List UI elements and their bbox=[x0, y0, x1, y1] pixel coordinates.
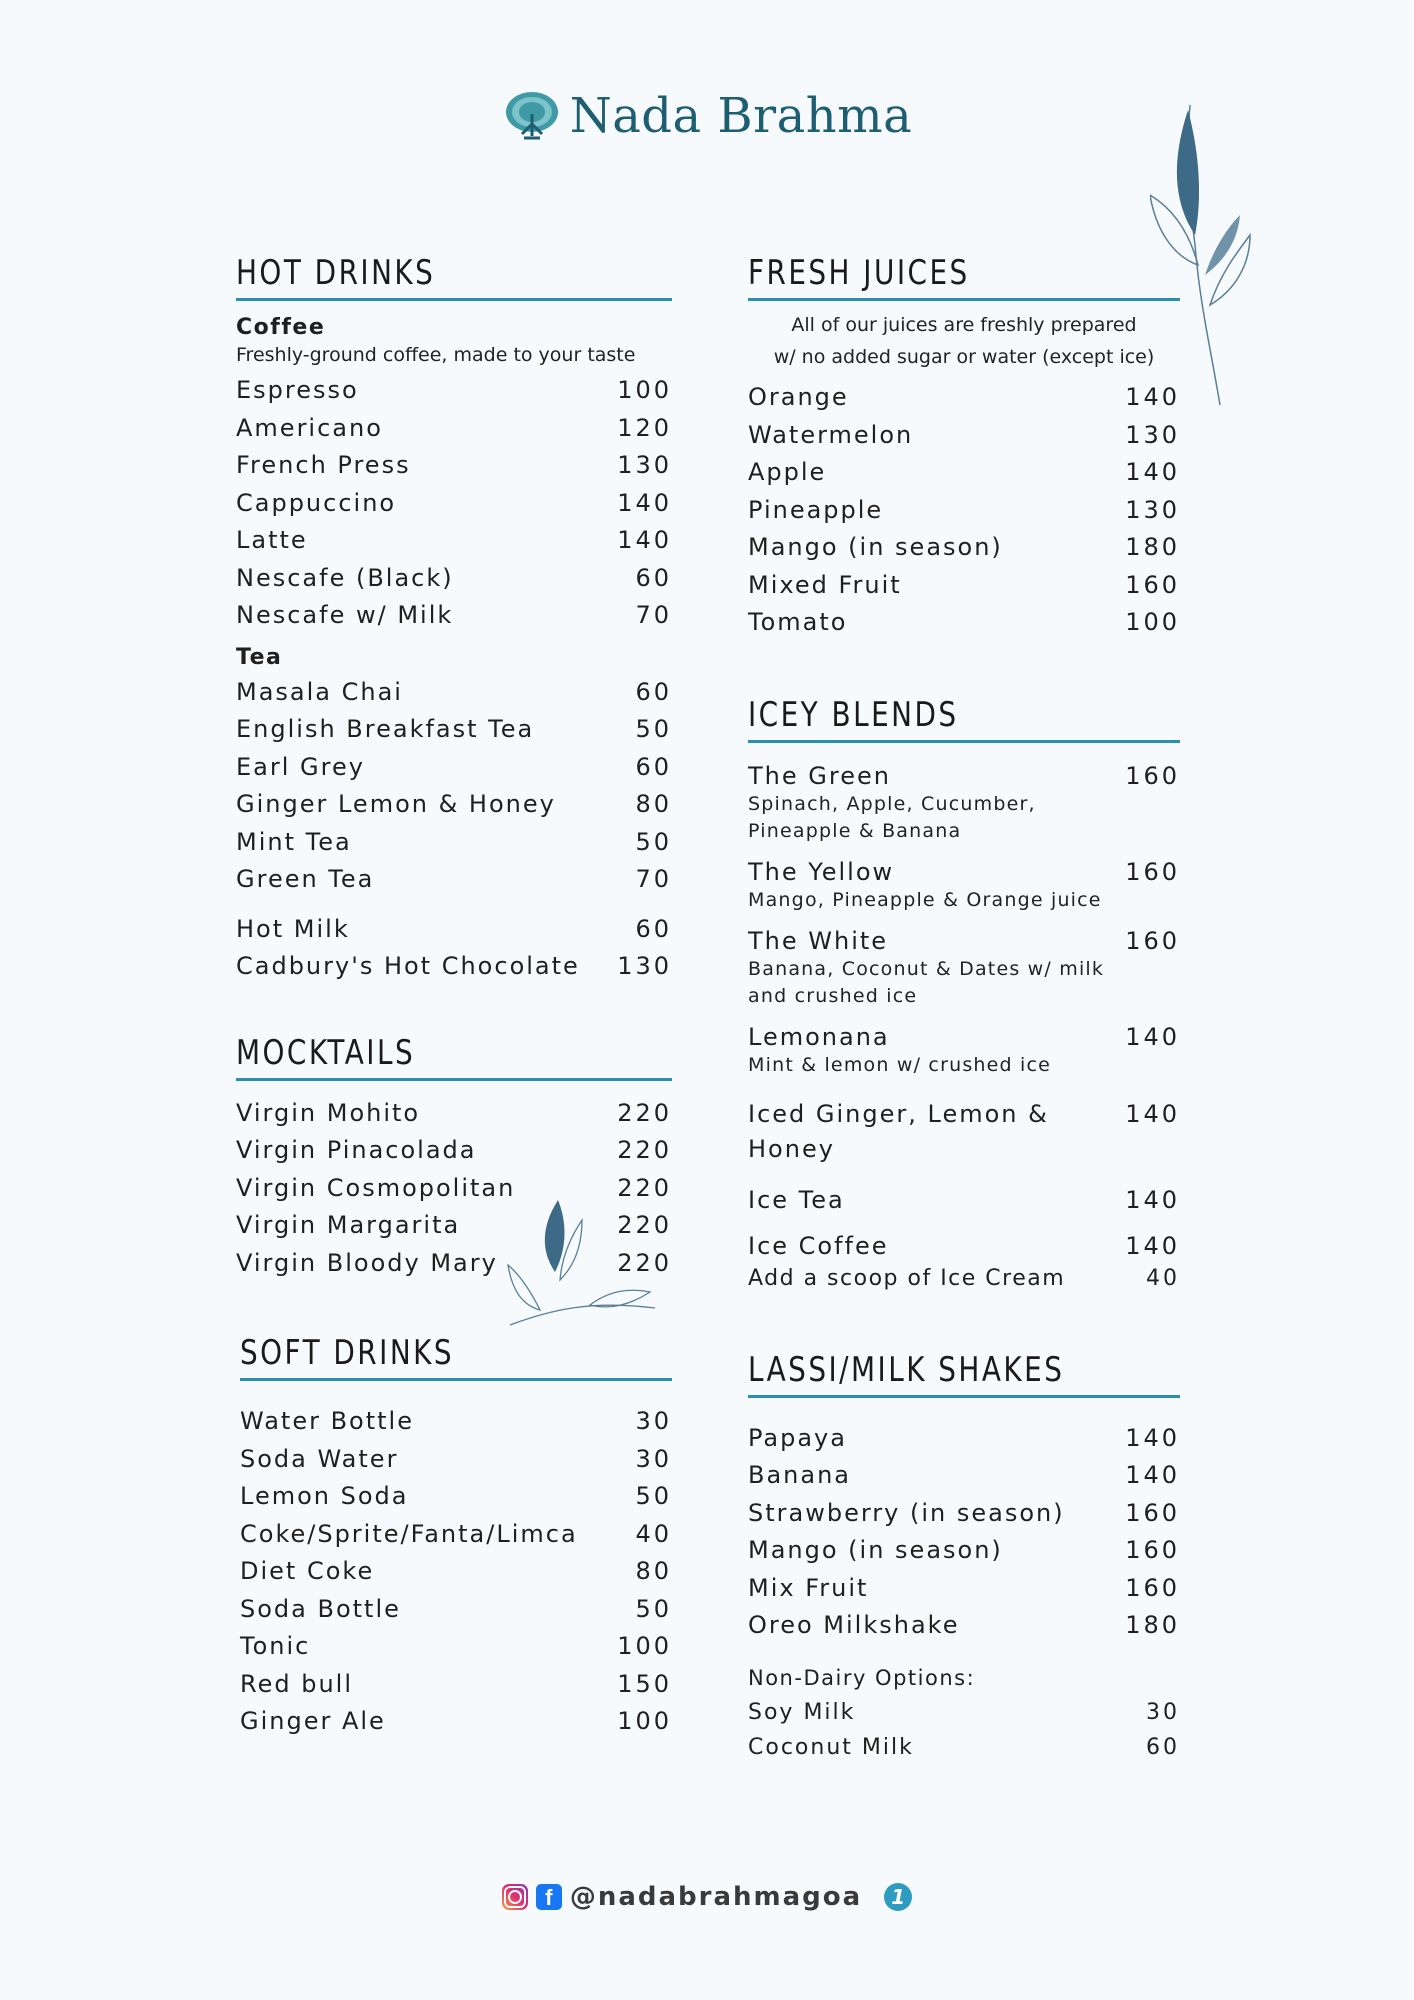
item-description: Mint & lemon w/ crushed ice bbox=[748, 1053, 1052, 1076]
item-name: Cappuccino bbox=[236, 488, 397, 517]
item-price: 140 bbox=[1125, 458, 1180, 486]
item-price: 220 bbox=[617, 1173, 672, 1202]
item-name: Latte bbox=[236, 526, 308, 554]
menu-item bbox=[748, 567, 1180, 605]
item-name: French Press bbox=[236, 451, 411, 479]
item-name: Virgin Mohito bbox=[236, 1098, 421, 1127]
menu-item bbox=[236, 861, 672, 899]
item-name: Red bull bbox=[240, 1669, 354, 1698]
item-price: 220 bbox=[617, 1136, 672, 1164]
item-name: Tomato bbox=[748, 608, 848, 636]
item-price: 80 bbox=[635, 790, 672, 818]
item-name: Mix Fruit bbox=[748, 1573, 869, 1602]
item-name: Earl Grey bbox=[236, 752, 365, 781]
item-price: 130 bbox=[1125, 420, 1180, 449]
item-price: 220 bbox=[617, 1098, 672, 1127]
item-name: Pineapple bbox=[748, 495, 884, 524]
item-price: 60 bbox=[635, 677, 672, 706]
item-name: Water Bottle bbox=[240, 1407, 414, 1435]
item-name: Mango (in season) bbox=[748, 1536, 1003, 1564]
blend-item bbox=[748, 1231, 1180, 1261]
item-name: Masala Chai bbox=[236, 677, 403, 706]
item-price: 30 bbox=[1146, 1699, 1180, 1725]
item-name: Papaya bbox=[748, 1423, 847, 1452]
menu-item bbox=[236, 824, 672, 862]
item-name: Lemon Soda bbox=[240, 1482, 409, 1510]
item-name: Watermelon bbox=[748, 420, 914, 449]
item-price: 180 bbox=[1125, 1611, 1180, 1639]
menu-item bbox=[748, 604, 1180, 642]
item-price: 160 bbox=[1125, 1536, 1180, 1564]
addon-price: 40 bbox=[1146, 1265, 1180, 1291]
item-name: Espresso bbox=[236, 376, 359, 404]
section-divider bbox=[240, 1378, 672, 1381]
item-price: 100 bbox=[1125, 608, 1180, 636]
item-name: Cadbury's Hot Chocolate bbox=[236, 952, 580, 980]
section-divider bbox=[748, 740, 1180, 743]
blend-item bbox=[748, 926, 1180, 1010]
item-price: 140 bbox=[1125, 1461, 1180, 1489]
menu-item bbox=[236, 711, 672, 749]
menu-item bbox=[240, 1703, 672, 1741]
item-price: 140 bbox=[617, 526, 672, 554]
item-price: 140 bbox=[1125, 1423, 1180, 1452]
item-name: Soda Bottle bbox=[240, 1594, 401, 1623]
section-title: ICEY BLENDS bbox=[748, 694, 959, 735]
item-price: 140 bbox=[1125, 1022, 1180, 1051]
section-divider bbox=[236, 298, 672, 301]
item-name: English Breakfast Tea bbox=[236, 715, 535, 743]
item-price: 160 bbox=[1125, 570, 1180, 599]
item-price: 50 bbox=[635, 1482, 672, 1510]
item-price: 80 bbox=[635, 1557, 672, 1585]
item-price: 60 bbox=[635, 752, 672, 781]
blend-item bbox=[748, 1097, 1180, 1167]
menu-item bbox=[236, 372, 672, 410]
item-price: 150 bbox=[617, 1669, 672, 1698]
item-name: The Green bbox=[748, 761, 891, 790]
menu-item bbox=[748, 529, 1180, 567]
item-price: 30 bbox=[635, 1407, 672, 1435]
blend-item bbox=[748, 761, 1180, 845]
tea-heading: Tea bbox=[236, 644, 283, 670]
blend-item bbox=[748, 1022, 1180, 1079]
item-price: 140 bbox=[617, 488, 672, 517]
brand-name: Nada Brahma bbox=[569, 88, 913, 144]
menu-item bbox=[236, 560, 672, 598]
menu-item bbox=[748, 417, 1180, 455]
item-name: The Yellow bbox=[748, 857, 895, 886]
item-name: Mixed Fruit bbox=[748, 570, 902, 599]
section-title: FRESH JUICES bbox=[748, 253, 970, 293]
menu-item bbox=[240, 1478, 672, 1516]
menu-item bbox=[240, 1666, 672, 1704]
item-name: Soda Water bbox=[240, 1444, 399, 1473]
item-name: Nescafe (Black) bbox=[236, 563, 454, 592]
item-name: Hot Milk bbox=[236, 914, 350, 943]
item-name: Americano bbox=[236, 413, 383, 442]
item-price: 70 bbox=[635, 865, 672, 893]
item-price: 160 bbox=[1125, 1498, 1180, 1527]
item-name: Ginger Ale bbox=[240, 1707, 386, 1735]
item-name: Banana bbox=[748, 1461, 852, 1489]
icey-blends-section bbox=[748, 692, 1180, 1293]
item-name: Virgin Margarita bbox=[236, 1211, 461, 1239]
item-name: Virgin Bloody Mary bbox=[236, 1248, 498, 1277]
item-price: 140 bbox=[1125, 1099, 1180, 1128]
menu-item bbox=[240, 1628, 672, 1666]
item-price: 140 bbox=[1125, 383, 1180, 411]
item-name: Green Tea bbox=[236, 865, 375, 893]
section-title: HOT DRINKS bbox=[236, 253, 436, 293]
section-title: LASSI/MILK SHAKES bbox=[748, 1349, 1065, 1390]
item-name: Diet Coke bbox=[240, 1557, 375, 1585]
item-price: 130 bbox=[617, 451, 672, 479]
menu-item bbox=[236, 948, 672, 986]
item-price: 50 bbox=[635, 827, 672, 856]
item-name: Iced Ginger, Lemon & Honey bbox=[748, 1099, 1049, 1163]
menu-item bbox=[236, 447, 672, 485]
footer bbox=[0, 1882, 1414, 1914]
item-price: 60 bbox=[1146, 1734, 1180, 1760]
coffee-note: Freshly-ground coffee, made to your taste bbox=[236, 344, 636, 366]
item-price: 50 bbox=[635, 1594, 672, 1623]
item-name: Orange bbox=[748, 383, 849, 411]
item-name: Apple bbox=[748, 458, 827, 486]
menu-item bbox=[748, 379, 1180, 417]
item-price: 160 bbox=[1125, 926, 1180, 955]
menu-item bbox=[748, 454, 1180, 492]
item-name: Coke/Sprite/Fanta/Limca bbox=[240, 1519, 578, 1548]
item-price: 160 bbox=[1125, 1573, 1180, 1602]
item-price: 140 bbox=[1125, 1231, 1180, 1260]
menu-item bbox=[748, 1730, 1180, 1765]
menu-item bbox=[236, 522, 672, 560]
section-title: MOCKTAILS bbox=[236, 1032, 416, 1073]
item-price: 100 bbox=[617, 1707, 672, 1735]
menu-item bbox=[240, 1403, 672, 1441]
item-price: 220 bbox=[617, 1248, 672, 1277]
menu-item bbox=[236, 597, 672, 635]
item-name: Lemonana bbox=[748, 1022, 890, 1051]
menu-item bbox=[236, 674, 672, 712]
menu-item bbox=[240, 1516, 672, 1554]
item-price: 220 bbox=[617, 1211, 672, 1239]
item-name: Ice Coffee bbox=[748, 1231, 889, 1260]
juice-note-line: w/ no added sugar or water (except ice) bbox=[773, 346, 1155, 368]
blend-item bbox=[748, 1185, 1180, 1215]
mocktails-section bbox=[236, 1030, 672, 1283]
menu-item bbox=[748, 1570, 1180, 1608]
section-divider bbox=[748, 1395, 1180, 1398]
item-price: 140 bbox=[1125, 1185, 1180, 1214]
facebook-icon: f bbox=[536, 1884, 562, 1910]
item-price: 160 bbox=[1125, 761, 1180, 790]
juice-note-line: All of our juices are freshly prepared bbox=[791, 314, 1137, 336]
item-name: Strawberry (in season) bbox=[748, 1498, 1065, 1527]
addon-item bbox=[748, 1265, 1180, 1293]
item-price: 100 bbox=[617, 376, 672, 404]
menu-item bbox=[236, 485, 672, 523]
item-name: Mango (in season) bbox=[748, 533, 1003, 561]
juice-note bbox=[748, 309, 1180, 373]
menu-item bbox=[240, 1553, 672, 1591]
social-handle: @nadabrahmagoa bbox=[569, 1882, 863, 1912]
lassi-section bbox=[748, 1347, 1180, 1765]
section-title: SOFT DRINKS bbox=[240, 1333, 455, 1373]
item-name: Oreo Milkshake bbox=[748, 1611, 960, 1639]
menu-item bbox=[236, 1170, 672, 1208]
item-price: 50 bbox=[635, 715, 672, 743]
menu-item bbox=[748, 1420, 1180, 1458]
item-price: 120 bbox=[617, 413, 672, 442]
item-name: Ginger Lemon & Honey bbox=[236, 790, 556, 818]
menu-item bbox=[748, 492, 1180, 530]
item-price: 180 bbox=[1125, 533, 1180, 561]
section-divider bbox=[748, 298, 1180, 301]
tree-logo-icon bbox=[502, 90, 562, 142]
fresh-juices-section bbox=[748, 250, 1180, 642]
item-price: 160 bbox=[1125, 857, 1180, 886]
menu-item bbox=[236, 1095, 672, 1133]
menu-item bbox=[236, 911, 672, 949]
soft-drinks-section bbox=[240, 1330, 672, 1741]
item-price: 30 bbox=[635, 1444, 672, 1473]
item-description: Spinach, Apple, Cucumber, Pineapple & Banana bbox=[748, 792, 1036, 842]
non-dairy-label: Non-Dairy Options: bbox=[748, 1665, 976, 1690]
menu-item bbox=[236, 1132, 672, 1170]
item-description: Mango, Pineapple & Orange juice bbox=[748, 888, 1102, 911]
menu-item bbox=[240, 1441, 672, 1479]
instagram-icon bbox=[502, 1884, 528, 1910]
item-price: 130 bbox=[617, 952, 672, 980]
menu-item bbox=[236, 1245, 672, 1283]
item-price: 100 bbox=[617, 1632, 672, 1660]
blend-item bbox=[748, 857, 1180, 914]
item-description: Banana, Coconut & Dates w/ milk and crushed ice bbox=[748, 957, 1105, 1007]
right-column bbox=[748, 250, 1180, 1805]
menu-item bbox=[236, 1207, 672, 1245]
section-divider bbox=[236, 1078, 672, 1081]
item-price: 60 bbox=[635, 563, 672, 592]
page-number: 1 bbox=[884, 1883, 912, 1911]
menu-item bbox=[748, 1695, 1180, 1730]
item-price: 60 bbox=[635, 914, 672, 943]
addon-name: Add a scoop of Ice Cream bbox=[748, 1265, 1066, 1291]
item-name: Tonic bbox=[240, 1632, 311, 1660]
menu-item bbox=[748, 1457, 1180, 1495]
hot-drinks-section bbox=[236, 250, 672, 986]
item-price: 70 bbox=[635, 601, 672, 629]
menu-item bbox=[236, 410, 672, 448]
item-price: 130 bbox=[1125, 495, 1180, 524]
item-price: 40 bbox=[635, 1519, 672, 1548]
item-name: Soy Milk bbox=[748, 1699, 856, 1725]
menu-item bbox=[748, 1532, 1180, 1570]
left-column bbox=[236, 250, 672, 1781]
item-name: Nescafe w/ Milk bbox=[236, 601, 454, 629]
menu-item bbox=[236, 749, 672, 787]
item-name: Virgin Pinacolada bbox=[236, 1136, 477, 1164]
menu-item bbox=[748, 1495, 1180, 1533]
item-name: Ice Tea bbox=[748, 1185, 845, 1214]
item-name: Mint Tea bbox=[236, 827, 352, 856]
menu-item bbox=[240, 1591, 672, 1629]
menu-item bbox=[236, 786, 672, 824]
item-name: Coconut Milk bbox=[748, 1734, 914, 1760]
coffee-heading: Coffee bbox=[236, 315, 326, 340]
item-name: Virgin Cosmopolitan bbox=[236, 1173, 516, 1202]
item-name: The White bbox=[748, 926, 889, 955]
menu-item bbox=[748, 1607, 1180, 1645]
